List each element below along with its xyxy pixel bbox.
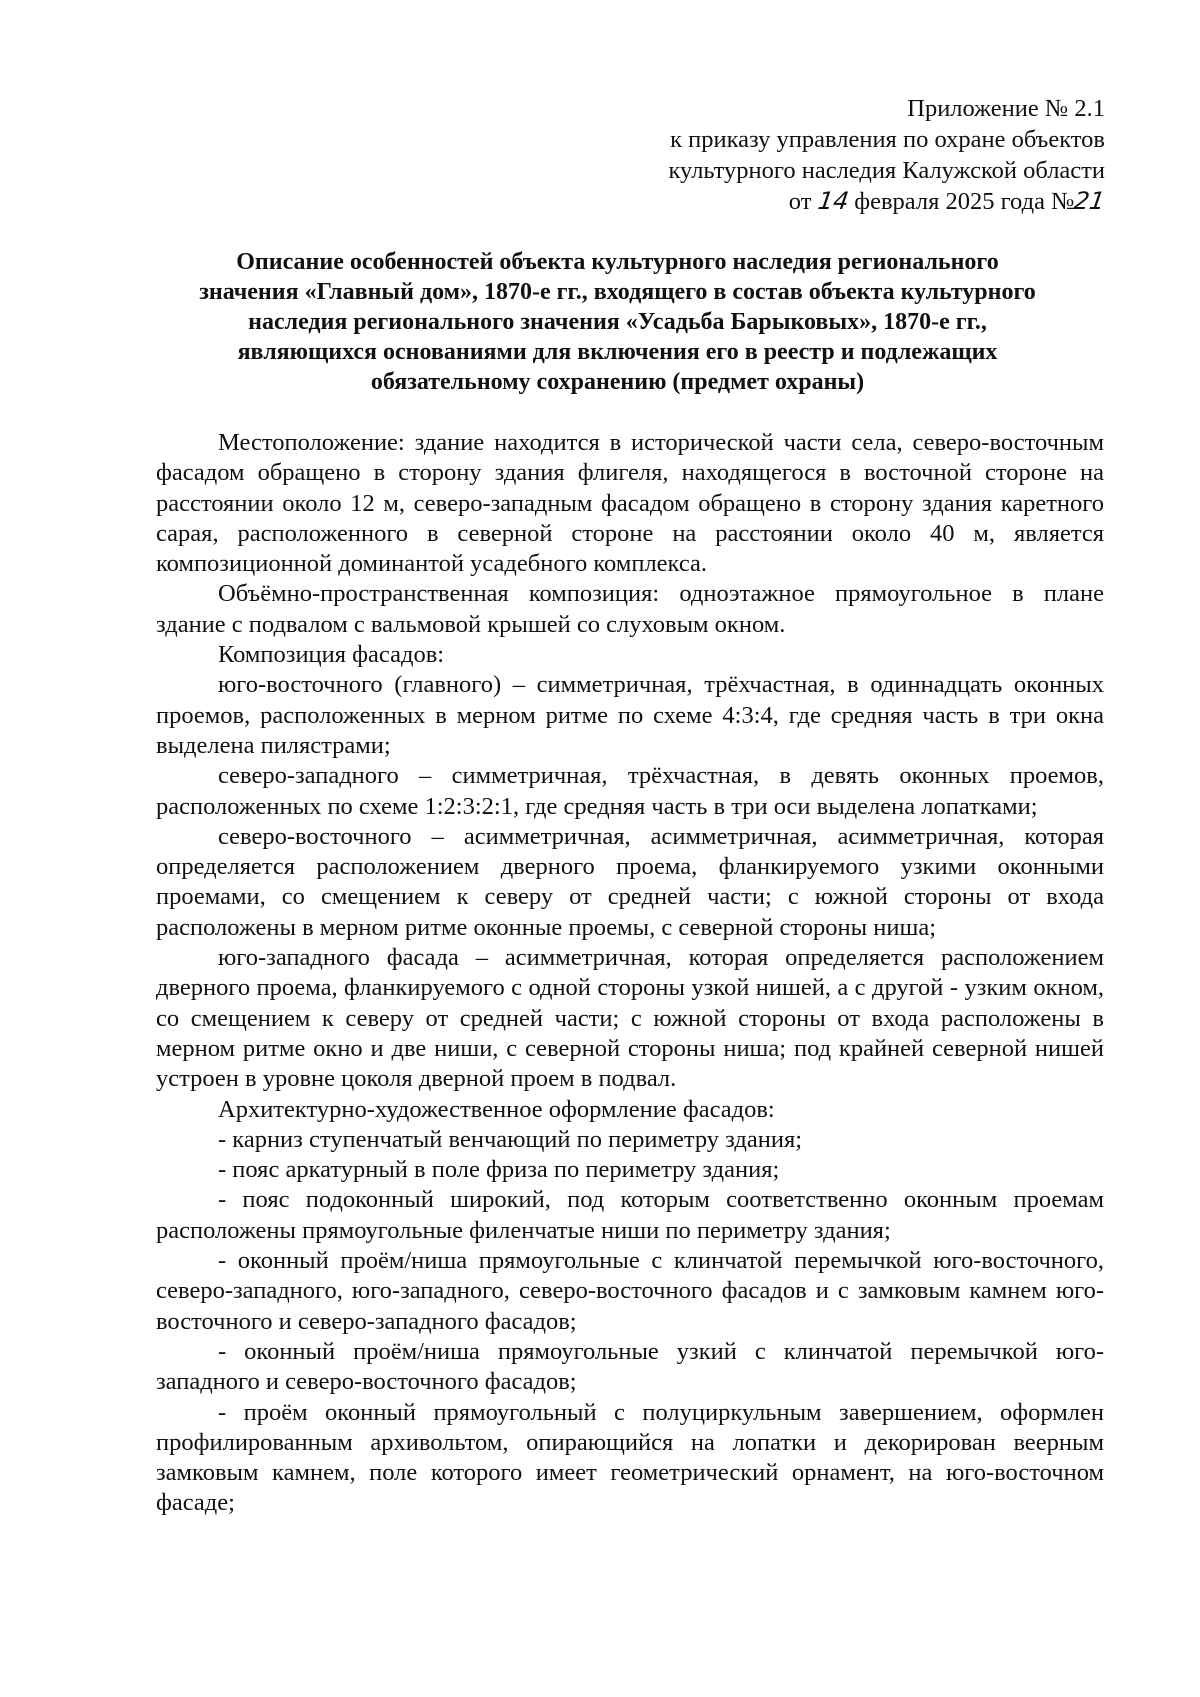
title-line-3: наследия регионального значения «Усадьба Барыковых», 1870-е гг.,	[248, 309, 987, 335]
composition-paragraph: Объёмно-пространственная композиция: одноэтажное прямоугольное в плане здание с подвалом с вальмовой крышей со слуховым окном.	[156, 580, 1104, 638]
list-item-sill-belt: - пояс подоконный широкий, под которым соответственно оконным проемам расположены прямоугольные филенчатые ниши по периметру здания;	[156, 1186, 1104, 1244]
southwest-facade-paragraph: юго-западного фасада – асимметричная, которая определяется расположением дверного проема, фланкируемого с одной стороны узкой нишей, а с другой - узким окном, со смещением к северу от средней части; с южной стороны от входа расположены в мерном ритме окно и две ниши, с северной стороны ниша; под крайней северной нишей устроен в уровне цоколя дверной проем в подвал.	[156, 944, 1104, 1093]
authority-name: культурного наследия Калужской области	[668, 157, 1105, 184]
title-line-4: являющихся основаниями для включения его в реестр и подлежащих	[237, 339, 998, 365]
title-line-2: значения «Главный дом», 1870-е гг., входящего в состав объекта культурного	[199, 279, 1036, 305]
list-item-narrow-window: - оконный проём/ниша прямоугольные узкий с клинчатой перемычкой юго-западного и северо-восточного фасадов;	[156, 1337, 1104, 1396]
appendix-header	[560, 93, 1108, 217]
document-body	[156, 428, 1104, 1519]
list-item-cornice: - карниз ступенчатый венчающий по периметру здания;	[218, 1125, 803, 1153]
title-line-1: Описание особенностей объекта культурного наследия регионального	[236, 249, 999, 275]
northeast-facade-paragraph: северо-восточного – асимметричная, асимметричная, асимметричная, которая определяется расположением дверного проема, фланкируемого узкими оконными проемами, со смещением к северу от средней части; с южной стороны от входа расположены в мерном ритме оконные проемы, с северной стороны ниша;	[156, 822, 1104, 941]
list-item-arched-window: - проём оконный прямоугольный с полуциркульным завершением, оформлен профилированным архивольтом, опирающийся на лопатки и декорирован веерным замковым камнем, поле которого имеет геометрический орнамент, на юго-восточном фасаде;	[156, 1398, 1104, 1517]
handwritten-order-number: 21	[1072, 187, 1108, 215]
date-middle: февраля 2025 года №	[848, 188, 1075, 215]
list-item-window-opening: - оконный проём/ниша прямоугольные с клинчатой перемычкой юго-восточного, северо-западного, юго-западного, северо-восточного фасадов и с замковым камнем юго-восточного и северо-западного фасадов;	[156, 1247, 1104, 1335]
location-paragraph: Местоположение: здание находится в исторической части села, северо-восточным фасадом обращено в сторону здания флигеля, находящегося в восточной стороне на расстоянии около 12 м, северо-западным фасадом обращено в сторону здания каретного сарая, расположенного в северной стороне на расстоянии около 40 м, является композиционной доминантой усадебного комплекса.	[156, 429, 1104, 578]
decoration-heading: Архитектурно-художественное оформление фасадов:	[218, 1095, 775, 1123]
appendix-number: Приложение № 2.1	[907, 95, 1105, 122]
title-line-5: обязательному сохранению (предмет охраны)	[370, 369, 865, 395]
northwest-facade-paragraph: северо-западного – симметричная, трёхчастная, в девять оконных проемов, расположенных по схеме 1:2:3:2:1, где средняя часть в три оси выделена лопатками;	[156, 762, 1104, 820]
southeast-facade-paragraph: юго-восточного (главного) – симметричная, трёхчастная, в одиннадцать оконных проемов, расположенных в мерном ритме по схеме 4:3:4, где средняя часть в три окна выделена пилястрами;	[156, 671, 1104, 759]
document-title	[150, 247, 1085, 397]
handwritten-day: 14	[815, 187, 851, 215]
order-reference: к приказу управления по охране объектов	[670, 126, 1105, 153]
order-date-line	[560, 186, 1108, 217]
facades-heading: Композиция фасадов:	[218, 641, 445, 669]
list-item-arcature-belt: - пояс аркатурный в поле фриза по периметру здания;	[218, 1156, 780, 1184]
date-prefix: от	[788, 188, 818, 215]
